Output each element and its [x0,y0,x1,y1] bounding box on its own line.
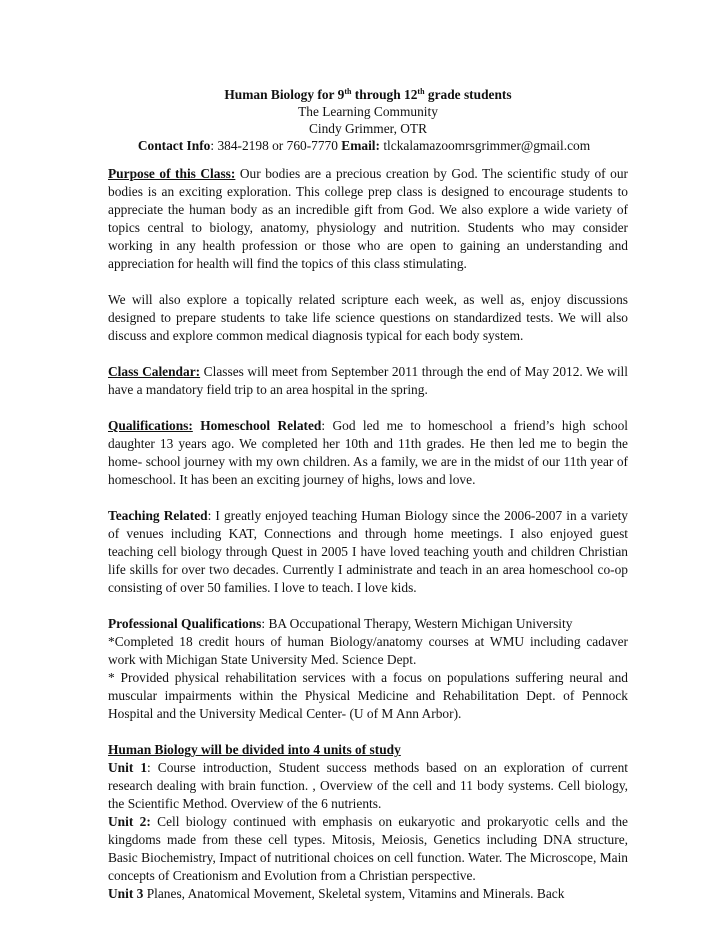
unit-3 [108,885,628,903]
unit-2-text: Cell biology continued with emphasis on eukaryotic and prokaryotic cells and the kingdoms made from these cell types. Mitosis, Meiosis, Genetics including DNA structure, Basic Biochemistry, Impact of nutritional choices on cell function. Water. The Microscope, Main concepts of Creationism and Evolution from a Christian perspective. [108,814,628,883]
homeschool-subheading: Homeschool Related [192,418,322,433]
email-label: Email: [341,138,380,153]
teaching-paragraph [108,507,628,597]
unit-3-text: Planes, Anatomical Movement, Skeletal system, Vitamins and Minerals. Back [143,886,565,901]
title-text-3: grade students [424,87,512,102]
purpose-paragraph [108,165,628,273]
professional-item-2: * Provided physical rehabilitation services with a focus on populations suffering neural and muscular impairments within the Physical Medicine and Rehabilitation Dept. of Pennock Hospital and the University Medical Center- (U of M Ann Arbor). [108,670,628,721]
unit-1 [108,759,628,813]
qualifications-heading: Qualifications: [108,418,193,433]
teaching-text: : I greatly enjoyed teaching Human Biology since the 2006-2007 in a variety of venues including KAT, Connections and through home meetings. I also enjoyed guest teaching cell biology through Quest in 2005 I have loved teaching youth and children Christian life skills for over two decades. Currently I administrate and teach in an area homeschool co-op consisting of over 50 families. I love to teach. I love kids. [108,508,629,595]
contact-line [100,137,628,154]
teaching-heading: Teaching Related [108,508,208,523]
calendar-paragraph [108,363,628,399]
title-text-1: Human Biology for 9 [224,87,345,102]
unit-3-label: Unit 3 [108,886,144,901]
professional-paragraph [108,615,628,633]
page-title [108,86,628,103]
professional-heading: Professional Qualifications [108,616,262,631]
scripture-paragraph [108,291,628,345]
calendar-heading: Class Calendar: [108,364,201,379]
purpose-text: Our bodies are a precious creation by God. The scientific study of our bodies is an exciting exploration. This college prep class is designed to encourage students to appreciate the human body as an incredible gift from God. We also explore a wide variety of topics central to biology, anatomy, physiology and nutrition. Students who may consider working in any health profession or those who are open to gaining an understanding and appreciation for health will find the topics of this class stimulating. [108,166,628,271]
contact-phones: : 384-2198 or 760-7770 [210,138,342,153]
title-sup-2: th [417,87,425,96]
organization-name: The Learning Community [298,104,438,119]
professional-item-1: *Completed 18 credit hours of human Biology/anatomy courses at WMU including cadaver work with Michigan State University Med. Science Dept. [108,634,628,667]
professional-line-1: : BA Occupational Therapy, Western Michigan University [261,616,573,631]
unit-1-label: Unit 1 [108,760,148,775]
qualifications-paragraph [108,417,628,489]
teacher-name: Cindy Grimmer, OTR [308,121,428,136]
contact-label: Contact Info [137,138,211,153]
email-value: tlckalamazoomrsgrimmer@gmail.com [379,138,591,153]
calendar-text: Classes will meet from September 2011 through the end of May 2012. We will have a mandatory field trip to an area hospital in the spring. [108,364,628,397]
title-sup-1: th [344,87,352,96]
scripture-text: We will also explore a topically related scripture each week, as well as, enjoy discussions designed to prepare students to take life science questions on standardized tests. We will also discuss and explore common medical diagnosis typical for each body system. [108,292,628,343]
units-heading-text: Human Biology will be divided into 4 units of study [108,742,401,757]
title-text-2: through 12 [351,87,418,102]
qualifications-text: : God led me to homeschool a friend’s high school daughter 13 years ago. We completed her 10th and 11th grades. He then led me to begin the home- school journey with my own children. As a family, we are in the midst of our 11th year of homeschool. It has been an exciting journey of highs, lows and love. [108,418,628,487]
unit-2 [108,813,628,885]
purpose-heading: Purpose of this Class: [108,166,236,181]
document-page [108,86,628,903]
unit-1-text: : Course introduction, Student success methods based on an exploration of current research dealing with brain function. , Overview of the cell and 11 body systems. Cell biology, the Scientific Method. Overview of the 6 nutrients. [108,760,629,811]
unit-2-label: Unit 2: [108,814,151,829]
units-heading [108,741,628,759]
